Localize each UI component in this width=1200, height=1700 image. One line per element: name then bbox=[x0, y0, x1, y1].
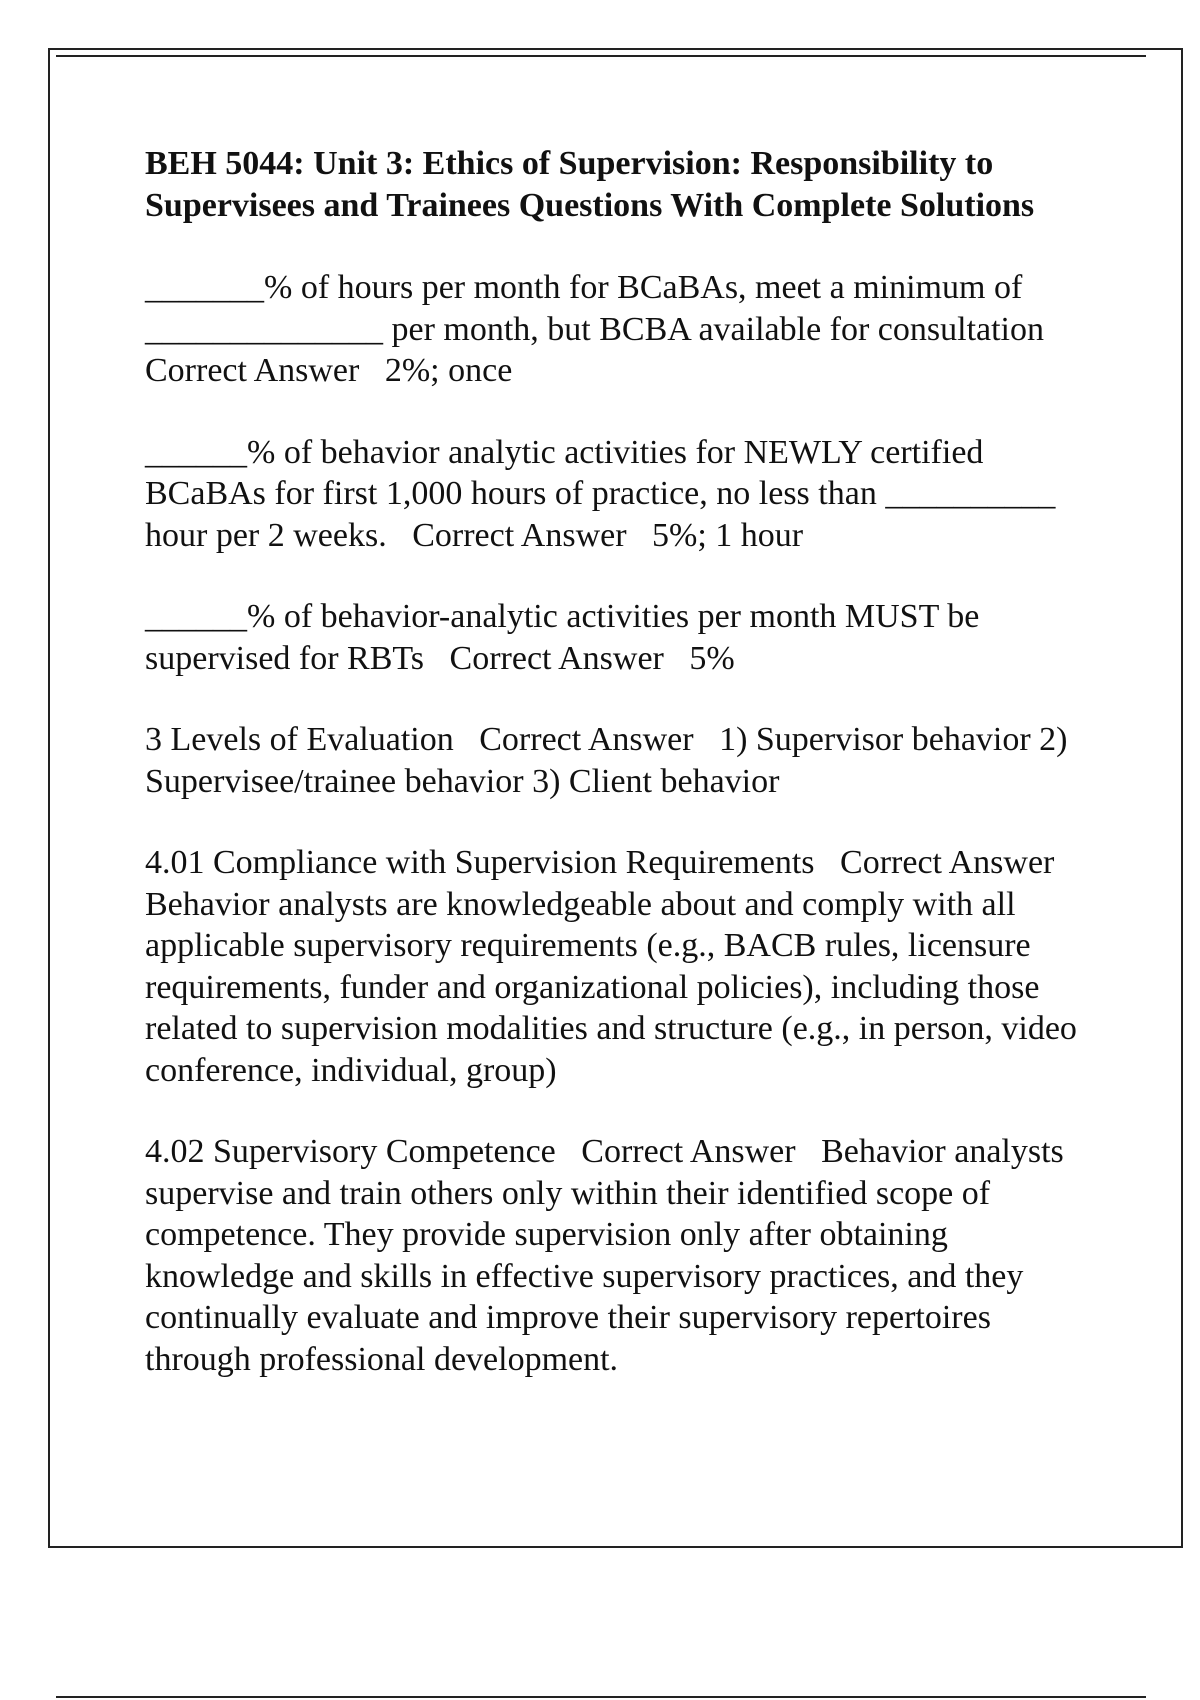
question-text: 4.02 Supervisory Competence bbox=[145, 1133, 556, 1170]
answer-label: Correct Answer bbox=[581, 1133, 796, 1170]
top-divider bbox=[56, 55, 1146, 57]
qa-item-6 bbox=[145, 1131, 1095, 1380]
qa-item-2 bbox=[145, 432, 1095, 557]
answer-label: Correct Answer bbox=[145, 352, 360, 389]
answer-label: Correct Answer bbox=[412, 516, 627, 554]
question-text: 3 Levels of Evaluation bbox=[145, 721, 454, 758]
answer-label: Correct Answer bbox=[840, 844, 1055, 881]
answer-text: 2%; once bbox=[384, 352, 513, 389]
qa-item-5 bbox=[145, 842, 1095, 1091]
answer-text: 5%; 1 hour bbox=[652, 516, 804, 554]
answer-text: Behavior analysts are knowledgeable about and comply with all applicable supervisory requirements (e.g., BACB rules, licensure requirements, funder and organizational policies), including those related to supervision modalities and structure (e.g., in person, video conference, individual, group) bbox=[145, 885, 1086, 1089]
answer-label: Correct Answer bbox=[479, 721, 694, 758]
question-text: _______% of hours per month for BCaBAs, meet a minimum of ______________ per month, but BCBA available for consultation bbox=[145, 269, 1045, 348]
question-text: ______% of behavior-analytic activities per month MUST be supervised for RBTs bbox=[145, 598, 988, 677]
document-title: BEH 5044: Unit 3: Ethics of Supervision: Responsibility to Supervisees and Trainees Questions With Complete Solutions bbox=[145, 145, 1035, 224]
question-text: 4.01 Compliance with Supervision Requirements bbox=[145, 844, 815, 881]
qa-item-4 bbox=[145, 719, 1095, 802]
qa-item-3 bbox=[145, 596, 1095, 679]
document-body bbox=[145, 143, 1095, 1420]
answer-label: Correct Answer bbox=[449, 639, 664, 677]
bottom-divider bbox=[56, 1696, 1146, 1698]
answer-text: Behavior analysts supervise and train others only within their identified scope of competence. They provide supervision only after obtaining knowledge and skills in effective supervisory practices, and they continually evaluate and improve their supervisory repertoires through professional development. bbox=[145, 1133, 1073, 1378]
qa-item-1 bbox=[145, 267, 1095, 392]
answer-text: 1) Supervisor behavior 2) Supervisee/trainee behavior 3) Client behavior bbox=[145, 721, 1076, 800]
question-text: ______% of behavior analytic activities for NEWLY certified BCaBAs for first 1,000 hours of practice, no less than __________ hour per 2 weeks. bbox=[145, 433, 1064, 554]
answer-text: 5% bbox=[689, 639, 735, 677]
